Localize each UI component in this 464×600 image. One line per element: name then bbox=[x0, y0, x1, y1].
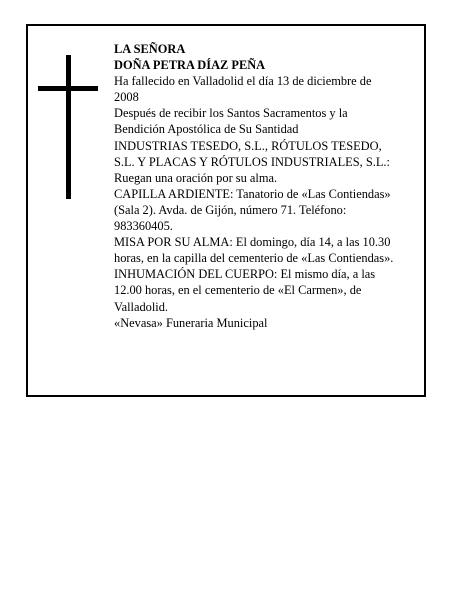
notice-line: (Sala 2). Avda. de Gijón, número 71. Teléfono: bbox=[114, 202, 347, 217]
notice-line: INHUMACIÓN DEL CUERPO: El mismo día, a las bbox=[114, 267, 376, 282]
notice-line: 2008 bbox=[114, 90, 139, 105]
notice-line: 983360405. bbox=[114, 219, 173, 234]
notice-line: Ha fallecido en Valladolid el día 13 de diciembre de bbox=[114, 74, 372, 89]
notice-line: MISA POR SU ALMA: El domingo, día 14, a las 10.30 bbox=[114, 235, 391, 250]
cross-horizontal-bar bbox=[38, 86, 98, 91]
notice-heading-title: LA SEÑORA bbox=[114, 42, 186, 56]
notice-line: Ruegan una oración por su alma. bbox=[114, 170, 278, 185]
notice-text bbox=[114, 41, 426, 331]
notice-line: 12.00 horas, en el cementerio de «El Carmen», de bbox=[114, 283, 362, 298]
notice-line: S.L. Y PLACAS Y RÓTULOS INDUSTRIALES, S.L.: bbox=[114, 154, 390, 169]
cross-icon bbox=[38, 55, 98, 199]
notice-line: CAPILLA ARDIENTE: Tanatorio de «Las Contiendas» bbox=[114, 186, 391, 201]
cross-vertical-bar bbox=[66, 55, 71, 199]
notice-line: «Nevasa» Funeraria Municipal bbox=[114, 315, 268, 330]
notice-line: Valladolid. bbox=[114, 299, 169, 314]
notice-line: Bendición Apostólica de Su Santidad bbox=[114, 122, 299, 137]
notice-line: INDUSTRIAS TESEDO, S.L., RÓTULOS TESEDO, bbox=[114, 138, 382, 153]
deceased-name: DOÑA PETRA DÍAZ PEÑA bbox=[114, 58, 266, 73]
notice-line: Después de recibir los Santos Sacramentos y la bbox=[114, 106, 348, 121]
obituary-notice bbox=[26, 24, 426, 397]
notice-line: horas, en la capilla del cementerio de «Las Contiendas». bbox=[114, 251, 394, 266]
